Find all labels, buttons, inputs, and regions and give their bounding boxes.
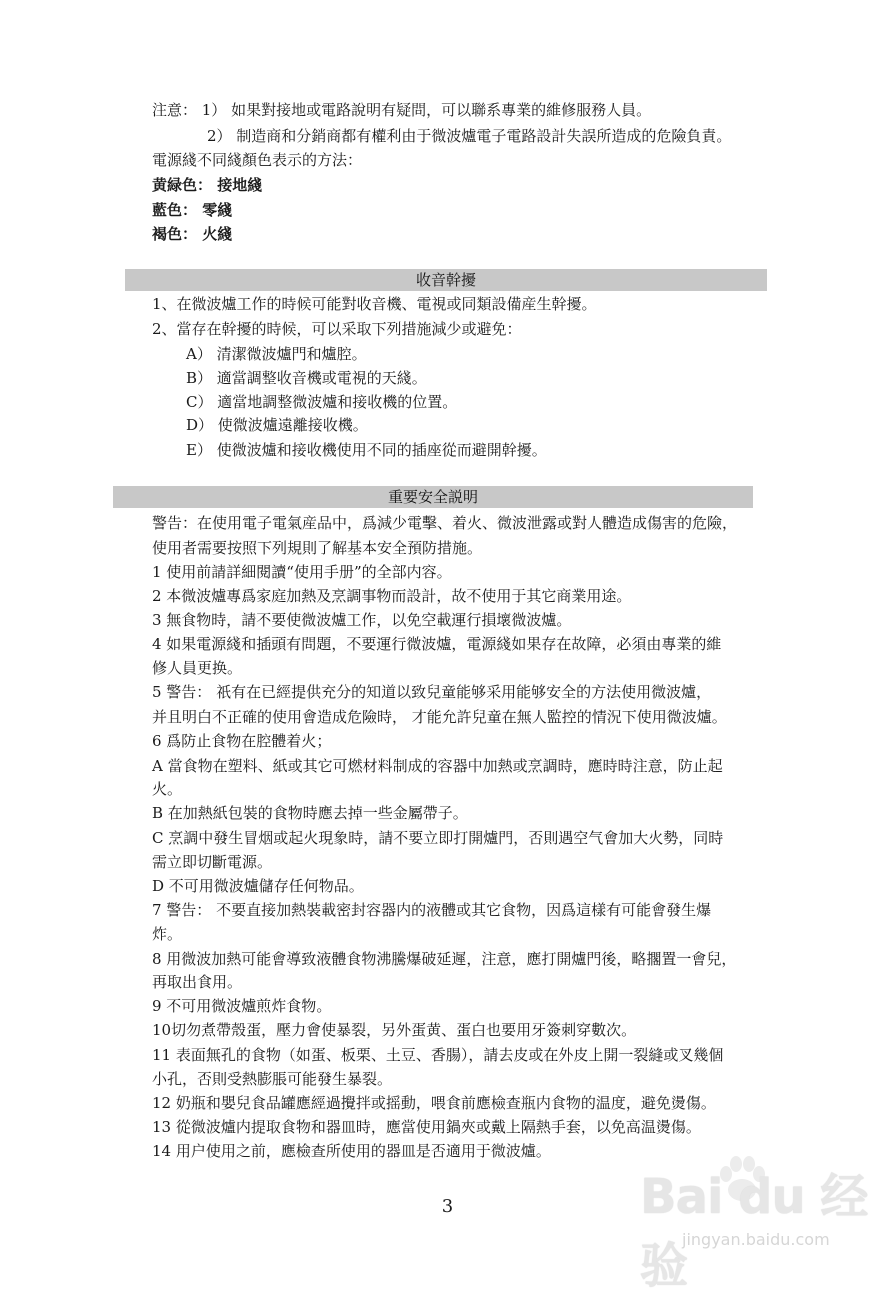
safety-line: C 烹調中發生冒烟或起火現象時，請不要立即打開爐門，否則遇空气會加大火勢，同時: [152, 829, 724, 847]
safety-line: D 不可用微波爐儲存任何物品。: [152, 877, 364, 895]
wire-live: 褐色： 火綫: [152, 225, 233, 243]
radio-subitem-b: B） 適當調整收音機或電視的天綫。: [186, 369, 427, 387]
safety-line: 再取出食用。: [152, 973, 243, 991]
safety-heading: 重要安全説明: [113, 486, 753, 508]
safety-line: 13 從微波爐内提取食物和器皿時，應當使用鍋夾或戴上隔熱手套，以免高温燙傷。: [152, 1118, 701, 1136]
page-number: 3: [441, 1196, 454, 1217]
watermark-url: jingyan.baidu.com: [682, 1230, 830, 1249]
safety-line: 10切勿煮帶殼蛋，壓力會使暴裂，另外蛋黄、蛋白也要用牙簽刺穿數次。: [152, 1021, 637, 1039]
safety-line: 小孔，否則受熱膨脹可能發生暴裂。: [152, 1070, 393, 1088]
safety-line: 3 無食物時，請不要使微波爐工作，以免空載運行損壞微波爐。: [152, 611, 572, 629]
note-1: 注意： 1） 如果對接地或電路說明有疑問，可以聯系專業的維修服務人員。: [152, 101, 652, 119]
safety-line: 警告：在使用電子電氣産品中，爲減少電擊、着火、微波泄露或對人體造成傷害的危險，: [152, 514, 738, 532]
safety-line: 使用者需要按照下列規則了解基本安全預防措施。: [152, 539, 483, 557]
safety-line: 1 使用前請詳細閱讀“使用手册”的全部内容。: [152, 563, 452, 581]
radio-subitem-c: C） 適當地調整微波爐和接收機的位置。: [186, 393, 458, 411]
safety-line: 5 警告： 祇有在已經提供充分的知道以致兒童能够采用能够安全的方法使用微波爐，: [152, 683, 712, 701]
radio-item-2: 2、當存在幹擾的時候，可以采取下列措施減少或避免：: [152, 320, 522, 338]
wire-ground: 黄緑色： 接地綫: [152, 176, 263, 194]
safety-line: 炸。: [152, 925, 183, 943]
baidu-watermark: [640, 1150, 890, 1294]
safety-line: 并且明白不正確的使用會造成危險時， 才能允許兒童在無人監控的情況下使用微波爐。: [152, 708, 727, 726]
safety-line: 11 表面無孔的食物（如蛋、板栗、土豆、香腸），請去皮或在外皮上開一裂縫或叉幾個: [152, 1046, 724, 1064]
safety-line: 12 奶瓶和嬰兒食品罐應經過攪拌或摇動，喂食前應檢查瓶内食物的温度，避免燙傷。: [152, 1094, 716, 1112]
safety-line: B 在加熱紙包裝的食物時應去掉一些金屬帶子。: [152, 804, 468, 822]
safety-line: 4 如果電源綫和插頭有問題，不要運行微波爐，電源綫如果存在故障，必須由專業的維: [152, 635, 722, 653]
safety-line: 14 用户使用之前，應檢查所使用的器皿是否適用于微波爐。: [152, 1142, 551, 1160]
radio-interference-heading: 收音幹擾: [125, 269, 767, 291]
safety-line: 需立即切斷電源。: [152, 853, 273, 871]
radio-subitem-e: E） 使微波爐和接收機使用不同的插座從而避開幹擾。: [186, 441, 547, 459]
note-2: 2） 制造商和分銷商都有權利由于微波爐電子電路設計失誤所造成的危險負責。: [207, 127, 732, 145]
wire-color-intro: 電源綫不同綫顏色表示的方法：: [152, 151, 363, 169]
safety-line: 8 用微波加熱可能會導致液體食物沸騰爆破延遲，注意，應打開爐門後，略擱置一會兒，: [152, 950, 737, 968]
safety-line: 9 不可用微波爐煎炸食物。: [152, 997, 332, 1015]
radio-item-1: 1、在微波爐工作的時候可能對收音機、電視或同類設備産生幹擾。: [152, 295, 597, 313]
wire-neutral: 藍色： 零綫: [152, 201, 233, 219]
radio-subitem-a: A） 清潔微波爐門和爐腔。: [186, 345, 367, 363]
safety-line: 7 警告： 不要直接加熱裝載密封容器内的液體或其它食物，因爲這樣有可能會發生爆: [152, 901, 712, 919]
radio-subitem-d: D） 使微波爐遠離接收機。: [186, 416, 368, 434]
safety-line: 修人員更换。: [152, 659, 243, 677]
safety-line: 6 爲防止食物在腔體着火；: [152, 732, 332, 750]
safety-line: A 當食物在塑料、紙或其它可燃材料制成的容器中加熱或烹調時，應時時注意，防止起: [152, 757, 723, 775]
safety-line: 火。: [152, 780, 183, 798]
watermark-logo: Bai du 经验: [640, 1169, 868, 1294]
safety-line: 2 本微波爐專爲家庭加熱及烹調事物而設計，故不使用于其它商業用途。: [152, 587, 632, 605]
